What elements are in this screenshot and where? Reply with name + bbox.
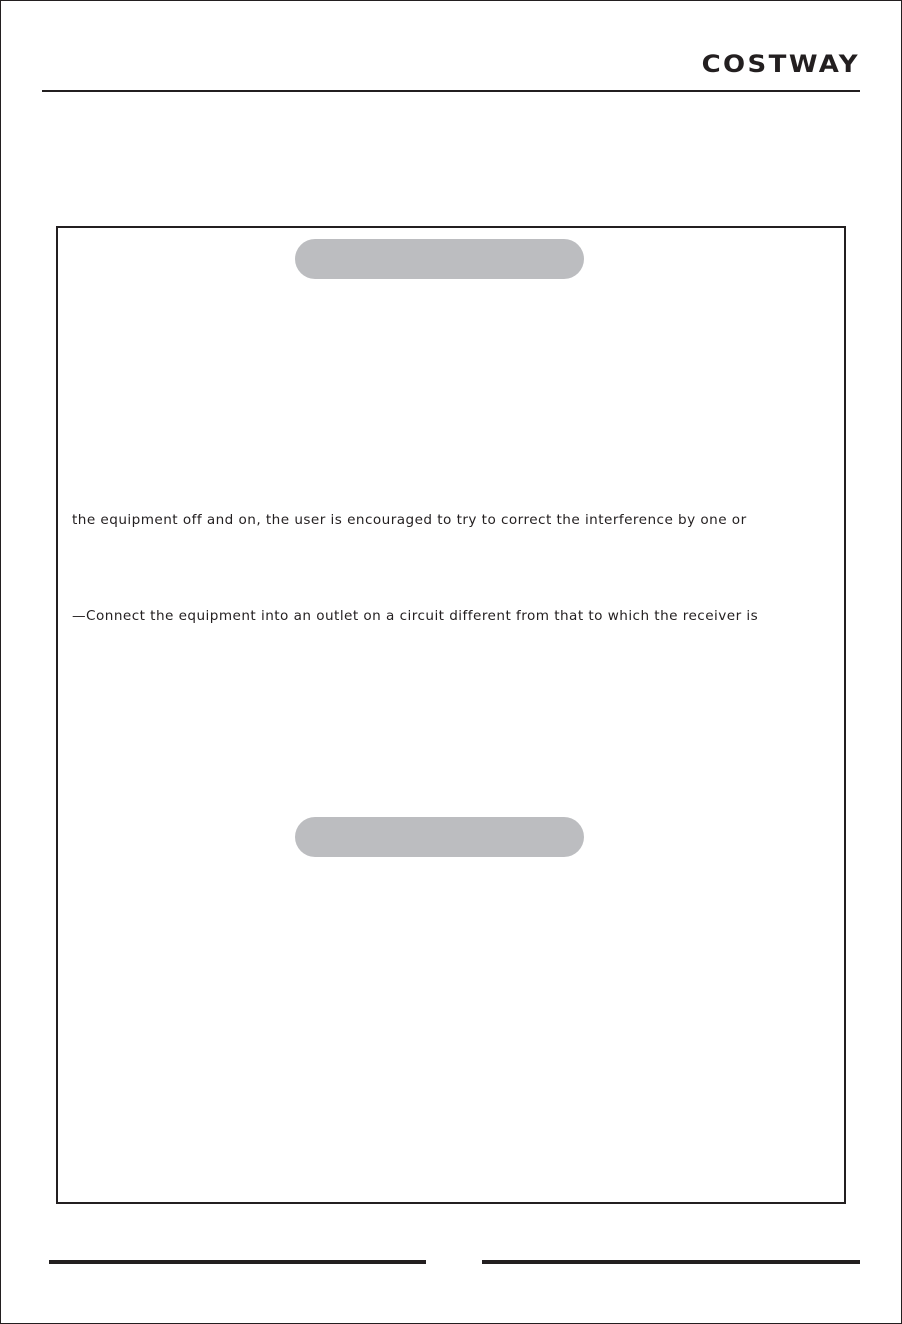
content-frame — [56, 226, 846, 1204]
footer-rule-right — [482, 1260, 860, 1264]
brand-logo: COSTWAY — [701, 51, 860, 79]
footer-rule-left — [49, 1260, 426, 1264]
section-heading-pill-top — [295, 239, 584, 279]
body-text-line: the equipment off and on, the user is encouraged to try to correct the interference by one or — [72, 512, 747, 528]
body-text-line: —Connect the equipment into an outlet on a circuit different from that to which the receiver is — [72, 608, 759, 624]
section-heading-pill-bottom — [295, 817, 584, 857]
header-rule — [42, 90, 860, 92]
